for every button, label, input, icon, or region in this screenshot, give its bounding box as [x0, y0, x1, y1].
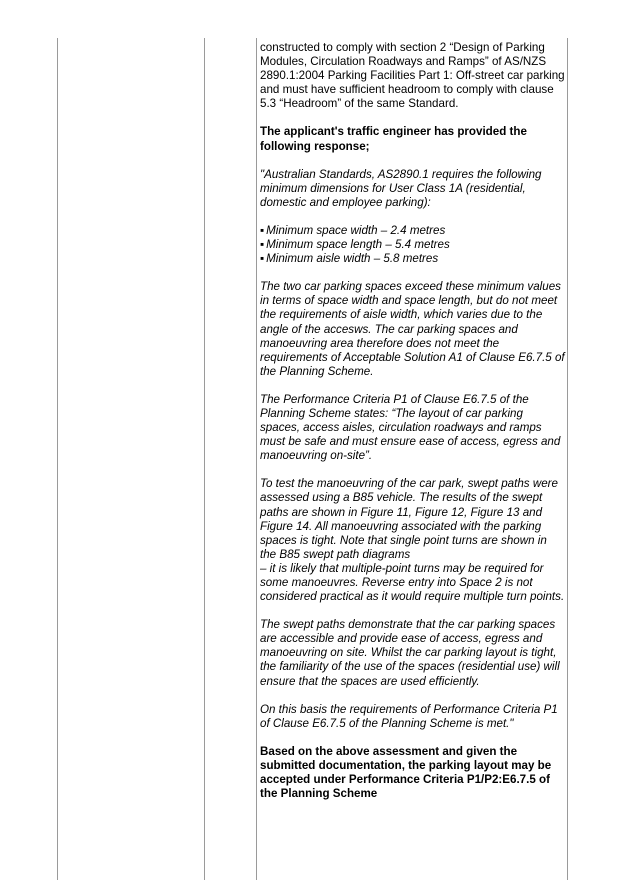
dimension-list: [260, 224, 566, 266]
list-item: ▪ Minimum space length – 5.4 metres: [260, 238, 566, 252]
response-heading: The applicant's traffic engineer has provided the following response;: [260, 125, 527, 153]
table-border-col1: [204, 38, 205, 880]
assessment-cell: [260, 41, 566, 801]
swept-paragraph-2: – it is likely that multiple-point turns may be required for some manoeuvres. Reverse entry into Space 2 is not considered practical as it would require multiple turn points.: [260, 561, 565, 604]
table-border-col2: [256, 38, 257, 880]
basis-paragraph: On this basis the requirements of Performance Criteria P1 of Clause E6.7.5 of the Planning Scheme is met.": [260, 702, 558, 730]
intro-paragraph: constructed to comply with section 2 “Design of Parking Modules, Circulation Roadways and Ramps” of AS/NZS 2890.1:2004 Parking Facilities Part 1: Off-street car parking and must have sufficient headroom to comply with clause 5.3 “Headroom” of the same Standard.: [260, 41, 565, 111]
conclusion-paragraph: Based on the above assessment and given the submitted documentation, the parking layout may be accepted under Performance Criteria P1/P2:E6.7.5 of the Planning Scheme: [260, 744, 552, 801]
table-border-left: [57, 38, 58, 880]
demonstrate-paragraph: The swept paths demonstrate that the car parking spaces are accessible and provide ease of access, egress and manoeuvring on site. Whilst the car parking layout is tight, the familiarity of the use of the spaces (residential use) will ensure that the spaces are used efficiently.: [260, 618, 560, 688]
performance-paragraph: The Performance Criteria P1 of Clause E6.7.5 of the Planning Scheme states: “The layout of car parking spaces, access aisles, circulation roadways and ramps must be safe and must ensure ease of access, egress and manoeuvring on-site”.: [260, 392, 561, 463]
table-border-right: [567, 38, 568, 880]
list-item: ▪ Minimum aisle width – 5.8 metres: [260, 252, 566, 266]
quote-intro: "Australian Standards, AS2890.1 requires the following minimum dimensions for User Class 1A (residential, domestic and employee parking):: [260, 167, 542, 209]
swept-paragraph-1: To test the manoeuvring of the car park, swept paths were assessed using a B85 vehicle. The results of the swept paths are shown in Figure 11, Figure 12, Figure 13 and Figure 14. All manoeuvring associated with the parking spaces is tight. Note that single point turns are shown in the B85 swept path diagrams: [260, 477, 558, 561]
exceed-paragraph: The two car parking spaces exceed these minimum values in terms of space width and space length, but do not meet the requirements of aisle width, which varies due to the angle of the accesws. The car parking spaces and manoeuvring area therefore does not meet the requirements of Acceptable Solution A1 of Clause E6.7.5 of the Planning Scheme.: [260, 280, 565, 378]
list-item: ▪ Minimum space width – 2.4 metres: [260, 224, 566, 238]
